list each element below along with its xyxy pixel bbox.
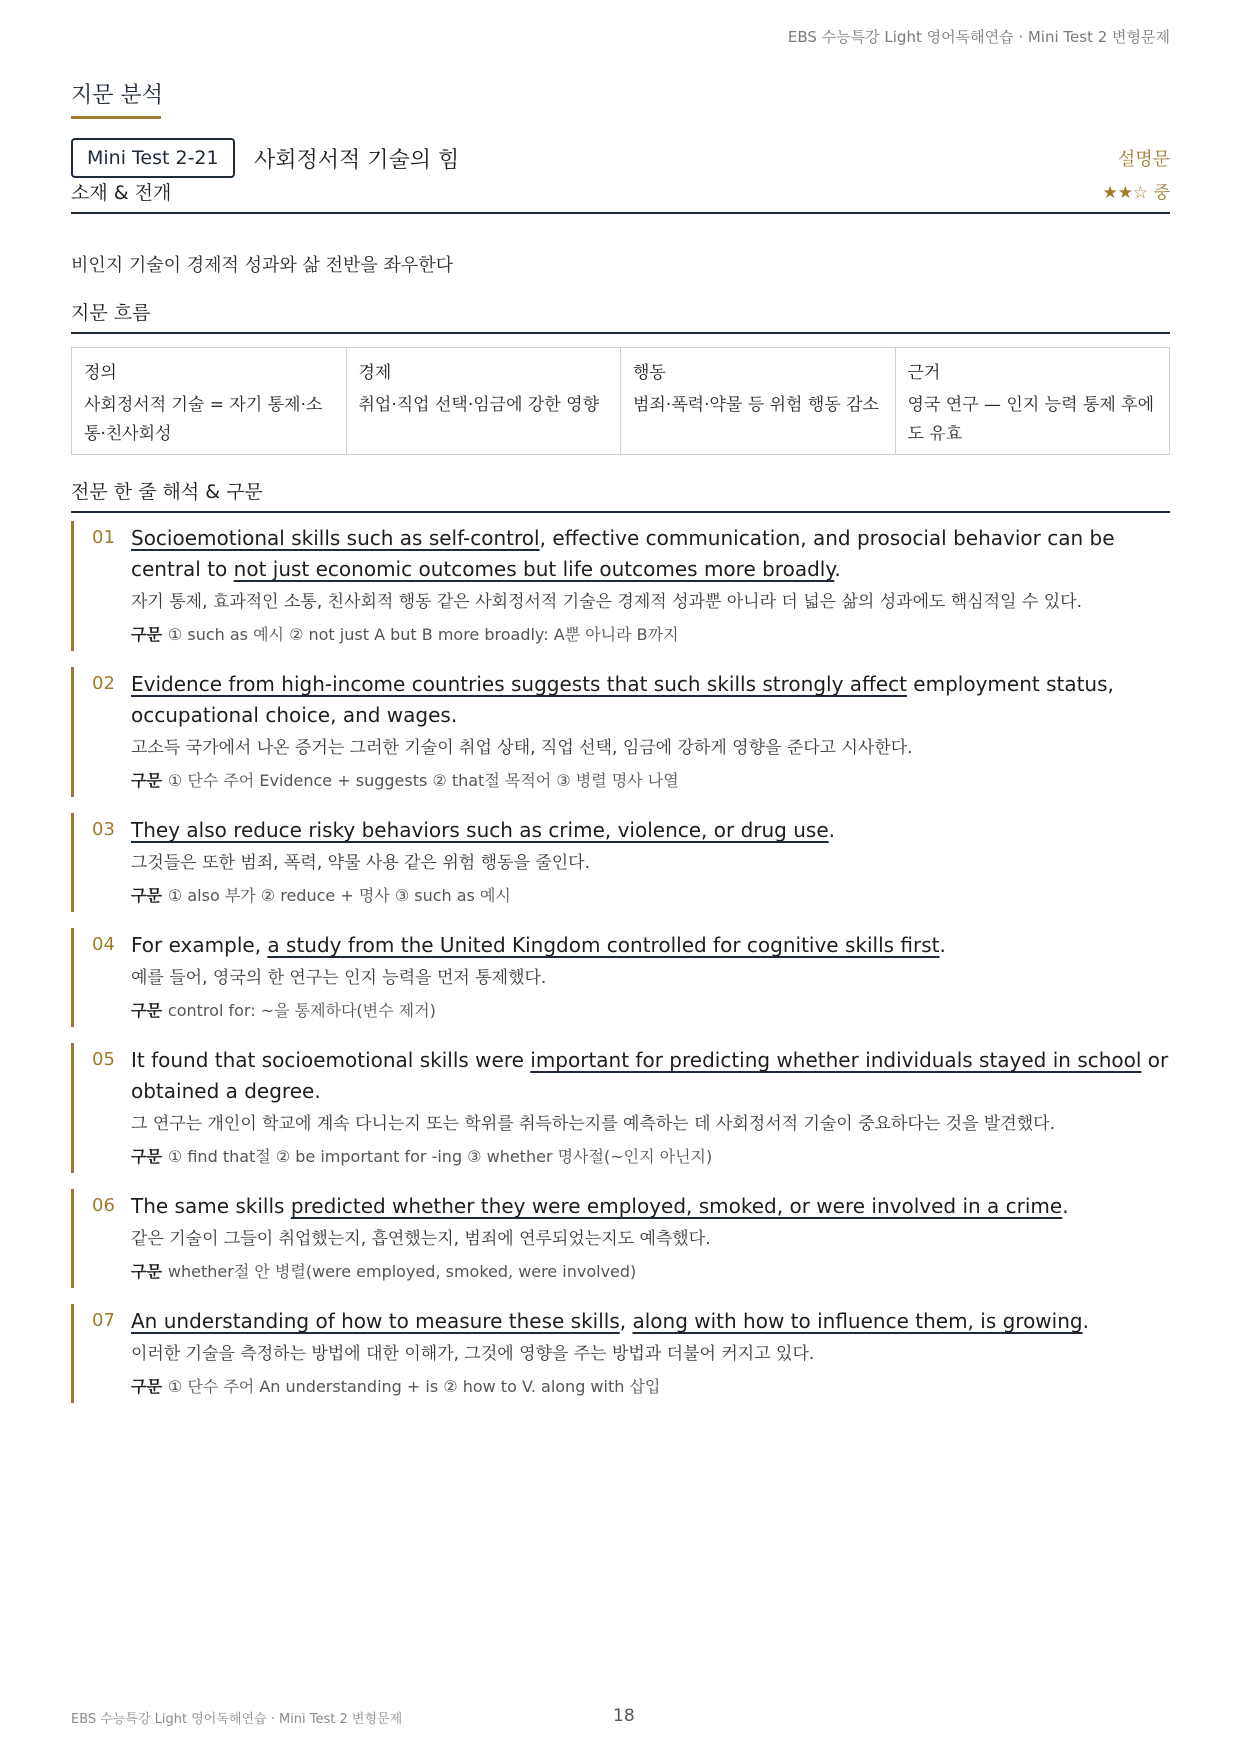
english-sentence: They also reduce risky behaviors such as crime, violence, or drug use. (131, 818, 835, 842)
english-sentence: The same skills predicted whether they were employed, smoked, or were involved in a crime. (131, 1194, 1069, 1218)
korean-translation: 그 연구는 개인이 학교에 계속 다니는지 또는 학위를 취득하는지를 예측하는 데 사회정서적 기술이 중요하다는 것을 발견했다. (131, 1114, 1055, 1134)
english-sentence: It found that socioemotional skills were important for predicting whether individuals stayed in school or obtained a degree. (131, 1048, 1169, 1103)
genre-label: 설명문 (1117, 149, 1170, 170)
underlined-phrase: predicted whether they were employed, smoked, or were involved in a crime (290, 1194, 1063, 1218)
grammar-label: 구문 (131, 1001, 162, 1020)
underlined-phrase: Evidence from high-income countries suggests that such skills strongly affect (131, 672, 907, 696)
grammar-label: 구문 (131, 771, 162, 790)
grammar-label: 구문 (131, 1147, 162, 1166)
underlined-phrase: An understanding of how to measure these skills (131, 1309, 620, 1333)
section-title-underline (71, 116, 161, 119)
korean-translation: 그것들은 또한 범죄, 폭력, 약물 사용 같은 위험 행동을 줄인다. (131, 853, 590, 873)
english-sentence: Socioemotional skills such as self-control, effective communication, and prosocial behavior can be central to not just economic outcomes but life outcomes more broadly. (131, 526, 1115, 581)
english-sentence: For example, a study from the United Kingdom controlled for cognitive skills first. (131, 933, 946, 957)
korean-translation: 같은 기술이 그들이 취업했는지, 흡연했는지, 범죄에 연루되었는지도 예측했다. (131, 1229, 711, 1249)
flow-cell-head: 경제 (358, 363, 392, 383)
topic-heading-label: 소재 & 전개 (71, 182, 172, 204)
list-item (71, 928, 1170, 1027)
test-number-badge: Mini Test 2-21 (71, 138, 235, 178)
line-by-line-list (71, 521, 1170, 1419)
flow-cell (72, 348, 347, 454)
line-number: 01 (92, 527, 115, 548)
flow-cell-text: 영국 연구 — 인지 능력 통제 후에도 유효 (907, 395, 1154, 444)
topic-text: 비인지 기술이 경제적 성과와 삶 전반을 좌우한다 (71, 255, 454, 276)
passage-title-row (71, 138, 1170, 180)
list-item (71, 1189, 1170, 1288)
underlined-phrase: not just economic outcomes but life outcomes more broadly (233, 557, 835, 581)
grammar-note: 구문 control for: ~을 통제하다(변수 제거) (131, 1001, 436, 1020)
list-item (71, 1304, 1170, 1403)
list-item (71, 1043, 1170, 1173)
underlined-phrase: along with how to influence them, is growing (632, 1309, 1083, 1333)
grammar-note: 구문 ① find that절 ② be important for -ing ③ whether 명사절(~인지 아닌지) (131, 1147, 713, 1166)
lines-heading (71, 475, 1170, 513)
korean-translation: 이러한 기술을 측정하는 방법에 대한 이해가, 그것에 영향을 주는 방법과 더불어 커지고 있다. (131, 1344, 815, 1364)
grammar-note: 구문 ① 단수 주어 An understanding + is ② how to V. along with 삽입 (131, 1377, 661, 1396)
grammar-note: 구문 ① 단수 주어 Evidence + suggests ② that절 목적어 ③ 병렬 명사 나열 (131, 771, 679, 790)
korean-translation: 예를 들어, 영국의 한 연구는 인지 능력을 먼저 통제했다. (131, 968, 547, 988)
flow-cell-head: 행동 (633, 363, 666, 383)
grammar-note: 구문 ① such as 예시 ② not just A but B more broadly: A뿐 아니라 B까지 (131, 625, 679, 644)
list-item (71, 667, 1170, 797)
english-sentence: An understanding of how to measure these skills, along with how to influence them, is growing. (131, 1309, 1089, 1333)
line-number: 06 (92, 1195, 115, 1216)
underlined-phrase: important for predicting whether individuals stayed in school (530, 1048, 1142, 1072)
running-head: EBS 수능특강 Light 영어독해연습 · Mini Test 2 변형문제 (787, 28, 1170, 46)
korean-translation: 고소득 국가에서 나온 증거는 그러한 기술이 취업 상태, 직업 선택, 임금에 강하게 영향을 준다고 시사한다. (131, 738, 913, 758)
line-number: 02 (92, 673, 115, 694)
grammar-label: 구문 (131, 886, 162, 905)
passage-title: 사회정서적 기술의 힘 (254, 148, 460, 173)
underlined-phrase: a study from the United Kingdom controlled for cognitive skills first (267, 933, 940, 957)
list-item (71, 813, 1170, 912)
korean-translation: 자기 통제, 효과적인 소통, 친사회적 행동 같은 사회정서적 기술은 경제적 성과뿐 아니라 더 넓은 삶의 성과에도 핵심적일 수 있다. (131, 592, 1083, 612)
flow-cell (621, 348, 896, 454)
section-title: 지문 분석 (71, 83, 164, 108)
difficulty-rating: ★★☆ 중 (1102, 183, 1170, 203)
flow-cell-head: 근거 (907, 363, 941, 383)
underlined-phrase: Socioemotional skills such as self-control (131, 526, 540, 550)
page-number: 18 (613, 1706, 635, 1726)
flow-cell (347, 348, 622, 454)
grammar-label: 구문 (131, 1377, 162, 1396)
line-number: 05 (92, 1049, 115, 1070)
line-number: 07 (92, 1310, 115, 1331)
line-number: 03 (92, 819, 115, 840)
flow-cell-text: 사회정서적 기술 = 자기 통제·소통·친사회성 (84, 395, 323, 444)
flow-cell (896, 348, 1170, 454)
flow-cell-head: 정의 (84, 363, 117, 383)
grammar-note: 구문 whether절 안 병렬(were employed, smoked, were involved) (131, 1262, 637, 1281)
footer-text: EBS 수능특강 Light 영어독해연습 · Mini Test 2 변형문제 (71, 1712, 403, 1727)
flow-table (71, 347, 1170, 455)
grammar-note: 구문 ① also 부가 ② reduce + 명사 ③ such as 예시 (131, 886, 511, 905)
flow-heading-label: 지문 흐름 (71, 302, 151, 324)
topic-heading (71, 176, 1170, 214)
list-item (71, 521, 1170, 651)
underlined-phrase: They also reduce risky behaviors such as crime, violence, or drug use (131, 818, 829, 842)
flow-cell-text: 취업·직업 선택·임금에 강한 영향 (358, 395, 600, 415)
flow-cell-text: 범죄·폭력·약물 등 위험 행동 감소 (633, 395, 879, 415)
grammar-label: 구문 (131, 625, 162, 644)
lines-heading-label: 전문 한 줄 해석 & 구문 (71, 481, 263, 503)
flow-heading (71, 296, 1170, 334)
grammar-label: 구문 (131, 1262, 162, 1281)
line-number: 04 (92, 934, 115, 955)
english-sentence: Evidence from high-income countries suggests that such skills strongly affect employment status, occupational choice, and wages. (131, 672, 1114, 727)
